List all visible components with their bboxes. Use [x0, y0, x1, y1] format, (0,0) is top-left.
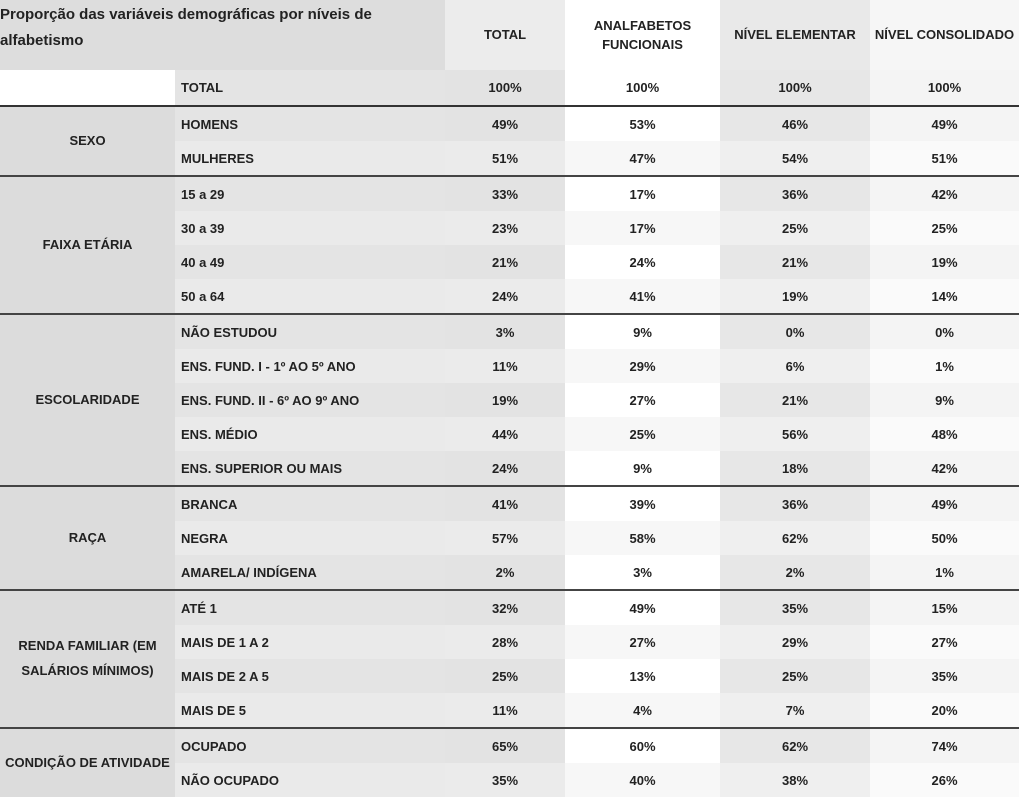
cell-value-nivel-elementar: 21%	[720, 383, 870, 417]
total-row-value-nivel-elementar: 100%	[720, 70, 870, 106]
cell-value-nivel-consolidado: 20%	[870, 693, 1019, 728]
row-group-label: SEXO	[0, 106, 175, 176]
cell-value-nivel-consolidado: 35%	[870, 659, 1019, 693]
row-label: AMARELA/ INDÍGENA	[175, 555, 445, 590]
column-header-nivel-consolidado: NÍVEL CONSOLIDADO	[870, 0, 1019, 70]
row-label: MAIS DE 5	[175, 693, 445, 728]
cell-value-nivel-consolidado: 42%	[870, 176, 1019, 211]
cell-value-analfabetos-funcionais: 27%	[565, 625, 720, 659]
row-label: 15 a 29	[175, 176, 445, 211]
cell-value-analfabetos-funcionais: 9%	[565, 314, 720, 349]
cell-value-nivel-consolidado: 26%	[870, 763, 1019, 797]
cell-value-total: 33%	[445, 176, 565, 211]
cell-value-nivel-elementar: 25%	[720, 211, 870, 245]
total-row-value-nivel-consolidado: 100%	[870, 70, 1019, 106]
cell-value-nivel-elementar: 0%	[720, 314, 870, 349]
cell-value-nivel-elementar: 25%	[720, 659, 870, 693]
cell-value-analfabetos-funcionais: 13%	[565, 659, 720, 693]
cell-value-total: 41%	[445, 486, 565, 521]
cell-value-nivel-elementar: 7%	[720, 693, 870, 728]
cell-value-nivel-consolidado: 49%	[870, 486, 1019, 521]
cell-value-nivel-elementar: 62%	[720, 521, 870, 555]
cell-value-analfabetos-funcionais: 17%	[565, 176, 720, 211]
cell-value-nivel-elementar: 36%	[720, 176, 870, 211]
column-header-nivel-elementar: NÍVEL ELEMENTAR	[720, 0, 870, 70]
table-row	[0, 314, 1019, 349]
cell-value-total: 21%	[445, 245, 565, 279]
column-header-analfabetos-funcionais: ANALFABETOS FUNCIONAIS	[565, 0, 720, 70]
row-label: BRANCA	[175, 486, 445, 521]
cell-value-nivel-consolidado: 42%	[870, 451, 1019, 486]
cell-value-total: 24%	[445, 279, 565, 314]
row-label: NÃO ESTUDOU	[175, 314, 445, 349]
cell-value-nivel-elementar: 29%	[720, 625, 870, 659]
cell-value-nivel-consolidado: 74%	[870, 728, 1019, 763]
cell-value-total: 51%	[445, 141, 565, 176]
row-label: MAIS DE 2 A 5	[175, 659, 445, 693]
cell-value-nivel-elementar: 6%	[720, 349, 870, 383]
cell-value-nivel-consolidado: 1%	[870, 555, 1019, 590]
cell-value-nivel-elementar: 21%	[720, 245, 870, 279]
cell-value-analfabetos-funcionais: 40%	[565, 763, 720, 797]
cell-value-nivel-consolidado: 49%	[870, 106, 1019, 141]
cell-value-analfabetos-funcionais: 29%	[565, 349, 720, 383]
row-group-label: CONDIÇÃO DE ATIVIDADE	[0, 728, 175, 797]
cell-value-nivel-elementar: 18%	[720, 451, 870, 486]
cell-value-nivel-consolidado: 1%	[870, 349, 1019, 383]
cell-value-nivel-consolidado: 25%	[870, 211, 1019, 245]
cell-value-nivel-elementar: 56%	[720, 417, 870, 451]
row-group-label: RENDA FAMILIAR (EM SALÁRIOS MÍNIMOS)	[0, 590, 175, 728]
row-label: 50 a 64	[175, 279, 445, 314]
row-label: HOMENS	[175, 106, 445, 141]
cell-value-analfabetos-funcionais: 3%	[565, 555, 720, 590]
cell-value-nivel-elementar: 62%	[720, 728, 870, 763]
total-row-value-total: 100%	[445, 70, 565, 106]
cell-value-analfabetos-funcionais: 17%	[565, 211, 720, 245]
row-group-label: ESCOLARIDADE	[0, 314, 175, 486]
cell-value-nivel-consolidado: 19%	[870, 245, 1019, 279]
total-row-blank-cell	[0, 70, 175, 106]
cell-value-analfabetos-funcionais: 24%	[565, 245, 720, 279]
cell-value-total: 11%	[445, 349, 565, 383]
cell-value-total: 2%	[445, 555, 565, 590]
cell-value-nivel-consolidado: 14%	[870, 279, 1019, 314]
table-row	[0, 590, 1019, 625]
cell-value-nivel-elementar: 54%	[720, 141, 870, 176]
cell-value-total: 23%	[445, 211, 565, 245]
cell-value-analfabetos-funcionais: 27%	[565, 383, 720, 417]
cell-value-analfabetos-funcionais: 49%	[565, 590, 720, 625]
total-row-label: TOTAL	[175, 70, 445, 106]
cell-value-analfabetos-funcionais: 41%	[565, 279, 720, 314]
table-title: Proporção das variáveis demográficas por níveis de alfabetismo	[0, 0, 445, 70]
table-row	[0, 728, 1019, 763]
row-label: NÃO OCUPADO	[175, 763, 445, 797]
table-row	[0, 486, 1019, 521]
cell-value-total: 3%	[445, 314, 565, 349]
cell-value-nivel-elementar: 2%	[720, 555, 870, 590]
cell-value-analfabetos-funcionais: 47%	[565, 141, 720, 176]
cell-value-analfabetos-funcionais: 9%	[565, 451, 720, 486]
cell-value-total: 19%	[445, 383, 565, 417]
cell-value-total: 25%	[445, 659, 565, 693]
cell-value-total: 11%	[445, 693, 565, 728]
cell-value-nivel-elementar: 36%	[720, 486, 870, 521]
cell-value-analfabetos-funcionais: 60%	[565, 728, 720, 763]
row-group-label: FAIXA ETÁRIA	[0, 176, 175, 314]
cell-value-total: 24%	[445, 451, 565, 486]
cell-value-total: 28%	[445, 625, 565, 659]
cell-value-analfabetos-funcionais: 58%	[565, 521, 720, 555]
row-label: ENS. MÉDIO	[175, 417, 445, 451]
total-row-value-analfabetos-funcionais: 100%	[565, 70, 720, 106]
cell-value-total: 32%	[445, 590, 565, 625]
cell-value-analfabetos-funcionais: 39%	[565, 486, 720, 521]
row-label: MAIS DE 1 A 2	[175, 625, 445, 659]
column-header-total: TOTAL	[445, 0, 565, 70]
cell-value-nivel-elementar: 46%	[720, 106, 870, 141]
cell-value-nivel-elementar: 38%	[720, 763, 870, 797]
cell-value-nivel-consolidado: 51%	[870, 141, 1019, 176]
cell-value-analfabetos-funcionais: 25%	[565, 417, 720, 451]
cell-value-total: 49%	[445, 106, 565, 141]
cell-value-analfabetos-funcionais: 4%	[565, 693, 720, 728]
row-label: 40 a 49	[175, 245, 445, 279]
row-label: ENS. FUND. I - 1º AO 5º ANO	[175, 349, 445, 383]
table-body	[0, 70, 1019, 797]
row-label: MULHERES	[175, 141, 445, 176]
cell-value-total: 44%	[445, 417, 565, 451]
table-row	[0, 176, 1019, 211]
cell-value-total: 35%	[445, 763, 565, 797]
cell-value-total: 65%	[445, 728, 565, 763]
cell-value-total: 57%	[445, 521, 565, 555]
cell-value-analfabetos-funcionais: 53%	[565, 106, 720, 141]
row-label: ENS. FUND. II - 6º AO 9º ANO	[175, 383, 445, 417]
cell-value-nivel-consolidado: 50%	[870, 521, 1019, 555]
total-row	[0, 70, 1019, 106]
cell-value-nivel-consolidado: 0%	[870, 314, 1019, 349]
row-label: OCUPADO	[175, 728, 445, 763]
table-row	[0, 106, 1019, 141]
row-group-label: RAÇA	[0, 486, 175, 590]
cell-value-nivel-elementar: 35%	[720, 590, 870, 625]
header-row	[0, 0, 1019, 70]
cell-value-nivel-consolidado: 48%	[870, 417, 1019, 451]
cell-value-nivel-consolidado: 9%	[870, 383, 1019, 417]
cell-value-nivel-consolidado: 27%	[870, 625, 1019, 659]
row-label: NEGRA	[175, 521, 445, 555]
row-label: 30 a 39	[175, 211, 445, 245]
cell-value-nivel-consolidado: 15%	[870, 590, 1019, 625]
cell-value-nivel-elementar: 19%	[720, 279, 870, 314]
row-label: ATÉ 1	[175, 590, 445, 625]
row-label: ENS. SUPERIOR OU MAIS	[175, 451, 445, 486]
